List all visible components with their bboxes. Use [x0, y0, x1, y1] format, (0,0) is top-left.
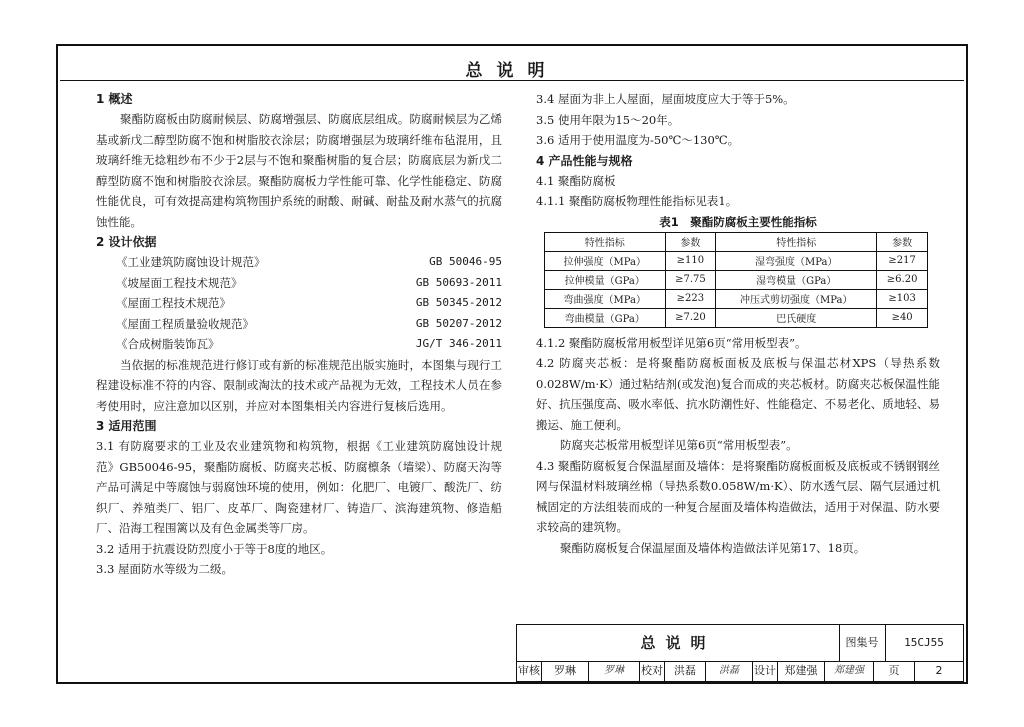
spec-table	[544, 232, 928, 328]
table-cell: ≥103	[877, 289, 928, 308]
table-caption: 表1 聚酯防腐板主要性能指标	[659, 214, 817, 229]
title-block-signature-row	[517, 661, 963, 681]
reference-name: 《工业建筑防腐蚀设计规范》	[116, 255, 266, 269]
design-label: 设计	[753, 661, 778, 681]
table-cell: 湿弯强度（MPa）	[716, 251, 877, 270]
table-cell: ≥217	[877, 251, 928, 270]
page-number: 2	[935, 664, 943, 677]
reference-item	[96, 273, 502, 294]
table-row	[545, 270, 928, 289]
title-block	[516, 624, 964, 682]
reference-code: GB 50345-2012	[415, 296, 502, 309]
reference-code: GB 50693-2011	[415, 275, 502, 289]
title-block-name: 总说明	[517, 625, 840, 661]
section-1-heading: 1 概述	[96, 92, 133, 106]
table-header: 参数	[877, 232, 928, 251]
table-header: 参数	[665, 232, 716, 251]
table-cell: 巴氏硬度	[716, 308, 877, 327]
table-cell: ≥110	[665, 251, 716, 270]
table-cell: ≥40	[877, 308, 928, 327]
clause-3-2: 3.2 适用于抗震设防烈度小于等于8度的地区。	[96, 541, 333, 556]
clause-4-3: 4.3 聚酯防腐板复合保温屋面及墙体：是将聚酯防腐板面板及底板或不锈钢钢丝网与保温材料玻璃丝棉（导热系数0.058W/m·K）、防水透气层、隔气层通过机械固定的方法组装而成的一种复合屋面及墙体构造做法，适用于对保温、防水要求较高的建筑物。	[536, 458, 940, 534]
left-column	[96, 89, 502, 580]
review-name: 罗琳	[542, 661, 589, 681]
title-block-top	[517, 625, 963, 662]
table-row	[545, 308, 928, 327]
clause-4-2: 4.2 防腐夹芯板：是将聚酯防腐板面板及底板与保温芯材XPS（导热系数0.028W/m·K）通过粘结剂(或发泡)复合而成的夹芯板材。防腐夹芯板保温性能好、抗压强度高、吸水率低、抗水防潮性好、性能稳定、不易老化、质地轻、易搬运、施工便利。	[536, 356, 940, 432]
clause-3-6: 3.6 适用于使用温度为-50℃～130℃。	[536, 133, 740, 147]
reference-name: 《屋面工程质量验收规范》	[116, 316, 254, 331]
reference-item	[96, 314, 502, 335]
reference-code: JG/T 346-2011	[415, 337, 502, 350]
clause-3-1: 3.1 有防腐要求的工业及农业建筑物和构筑物，根据《工业建筑防腐蚀设计规范》GB50046-95，聚酯防腐板、防腐夹芯板、防腐檩条（墙梁）、防腐天沟等产品可满足中等腐蚀与弱腐蚀环境的使用，例如：化肥厂、电镀厂、酸洗厂、纺织厂、养殖类厂、铝厂、皮革厂、陶瓷建材厂、铸造厂、滨海建筑物、修造船厂、沿海工程围篱以及有色金属类等厂房。	[96, 439, 502, 535]
page-title: 总说明	[465, 61, 559, 81]
reference-item	[96, 252, 502, 273]
clause-4-1: 4.1 聚酯防腐板	[536, 173, 616, 188]
reference-name: 《合成树脂装饰瓦》	[116, 337, 220, 351]
section-1-text: 聚酯防腐板由防腐耐候层、防腐增强层、防腐底层组成。防腐耐候层为乙烯基或新戊二醇型防腐不饱和树脂胶衣涂层；防腐增强层为玻璃纤维布毡混用，且玻璃纤维无捻粗纱布不少于2层与不饱和聚酯树脂的复合层；防腐底层为新戊二醇型防腐不饱和树脂胶衣涂层。聚酯防腐板力学性能可靠、化学性能稳定、防腐性能优良，可有效提高建构筑物围护系统的耐酸、耐碱、耐盐及耐水蒸气的抗腐蚀性能。	[96, 112, 502, 229]
reference-item	[96, 293, 502, 314]
check-signature: 洪磊	[706, 661, 753, 681]
table-row	[545, 251, 928, 270]
table-cell: 拉伸强度（MPa）	[545, 251, 666, 270]
reference-code: GB 50046-95	[429, 255, 502, 268]
right-column	[536, 89, 940, 558]
clause-4-3-note: 聚酯防腐板复合保温屋面及墙体构造做法详见第17、18页。	[560, 540, 866, 555]
reference-item	[96, 334, 502, 355]
reference-name: 《屋面工程技术规范》	[116, 296, 231, 310]
table-cell: 湿弯模量（GPa）	[716, 270, 877, 289]
table-row	[545, 289, 928, 308]
table-cell: ≥7.75	[665, 270, 716, 289]
table-cell: 拉伸模量（GPa）	[545, 270, 666, 289]
table-cell: ≥223	[665, 289, 716, 308]
table-cell: 冲压式剪切强度（MPa）	[716, 289, 877, 308]
review-label: 审核	[517, 661, 542, 681]
table-cell: ≥7.20	[665, 308, 716, 327]
clause-3-5: 3.5 使用年限为15～20年。	[536, 112, 680, 127]
review-signature: 罗琳	[589, 661, 640, 681]
clause-4-1-1: 4.1.1 聚酯防腐板物理性能指标见表1。	[536, 194, 738, 208]
title-rule	[60, 80, 964, 81]
section-2-heading: 2 设计依据	[96, 235, 157, 249]
atlas-number: 15CJ55	[904, 636, 944, 649]
check-name: 洪磊	[665, 661, 706, 681]
table-header: 特性指标	[545, 232, 666, 251]
clause-4-1-2: 4.1.2 聚酯防腐板常用板型详见第6页“常用板型表”。	[536, 335, 807, 350]
table-header-row	[545, 232, 928, 251]
clause-3-3: 3.3 屋面防水等级为二级。	[96, 562, 233, 576]
table-header: 特性指标	[716, 232, 877, 251]
clause-3-4: 3.4 屋面为非上人屋面，屋面坡度应大于等于5%。	[536, 92, 795, 106]
section-2-note: 当依据的标准规范进行修订或有新的标准规范出版实施时，本图集与现行工程建设标准不符的内容、限制或淘汰的技术或产品视为无效，工程技术人员在参考使用时，应注意加以区别，并应对本图集相关内容进行复核后选用。	[96, 357, 502, 413]
check-label: 校对	[640, 661, 665, 681]
table-cell: ≥6.20	[877, 270, 928, 289]
reference-name: 《坡屋面工程技术规范》	[116, 275, 243, 290]
table-cell: 弯曲模量（GPa）	[545, 308, 666, 327]
section-3-heading: 3 适用范围	[96, 419, 157, 433]
atlas-number-label: 图集号	[839, 625, 886, 661]
page-label: 页	[874, 661, 915, 681]
table-cell: 弯曲强度（MPa）	[545, 289, 666, 308]
reference-code: GB 50207-2012	[415, 316, 502, 330]
section-4-heading: 4 产品性能与规格	[536, 153, 633, 168]
design-name: 郑建强	[778, 661, 825, 681]
design-signature: 郑建强	[825, 661, 874, 681]
clause-4-2-note: 防腐夹芯板常用板型详见第6页“常用板型表”。	[560, 438, 798, 452]
